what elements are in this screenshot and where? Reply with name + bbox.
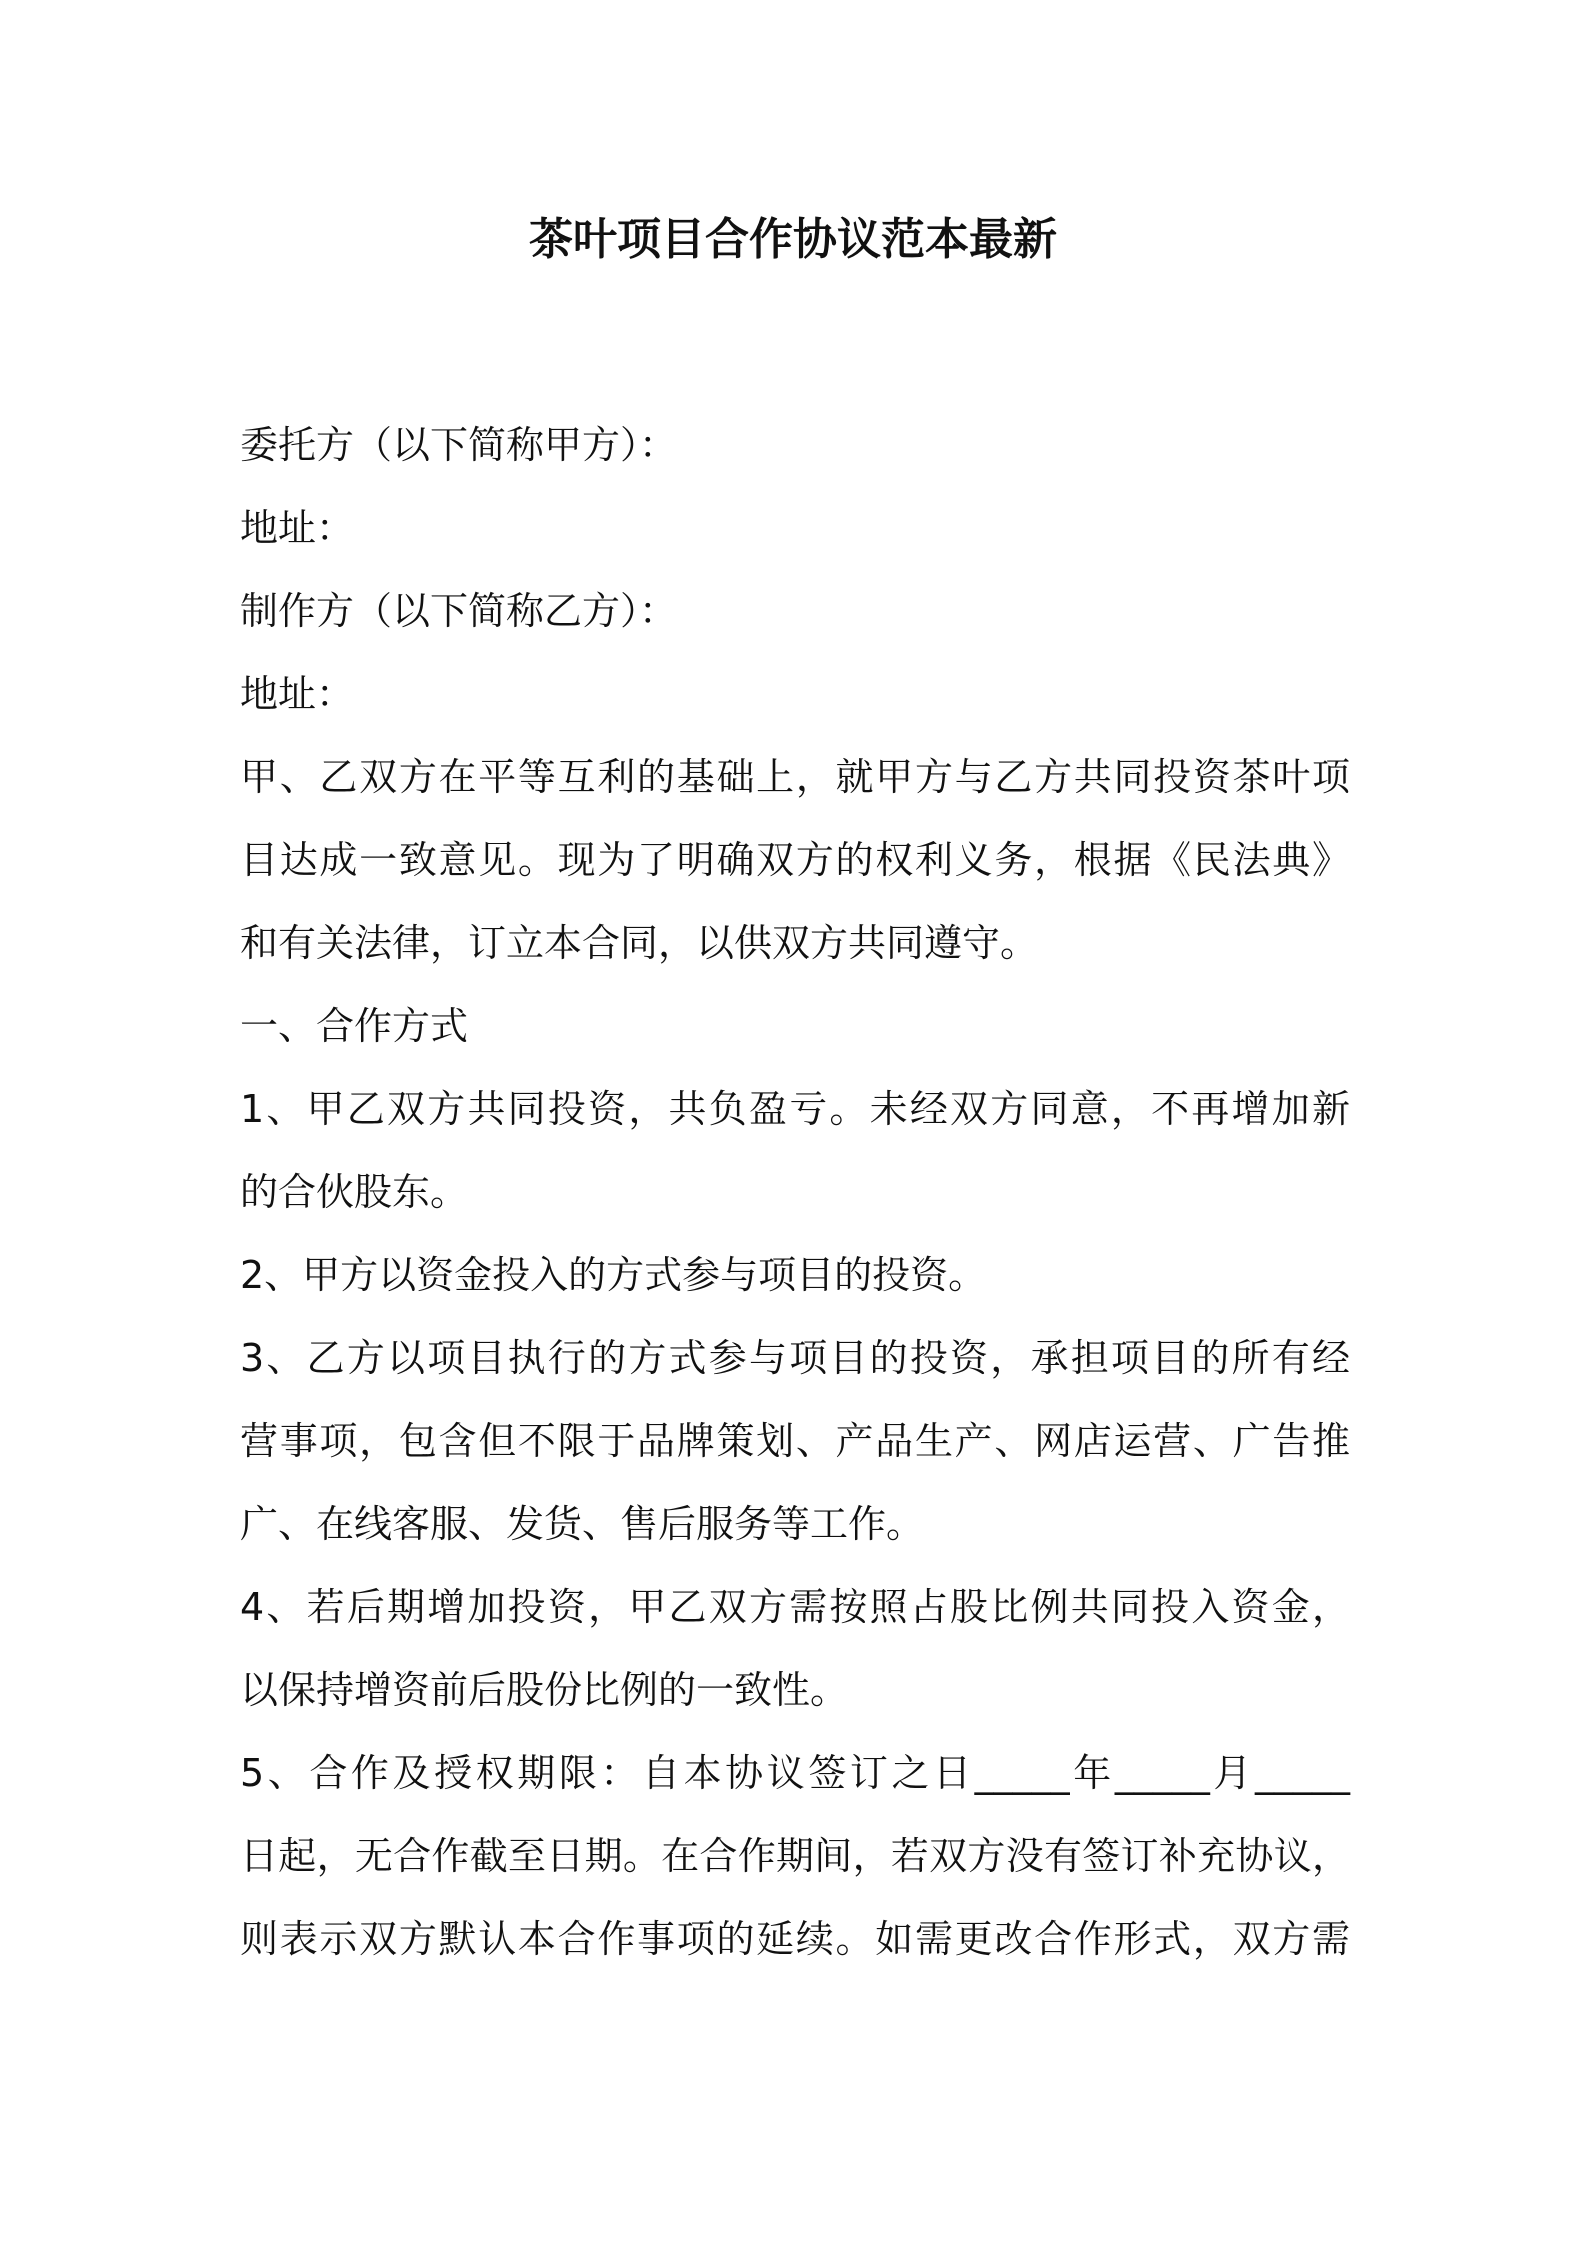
document-title: 茶叶项目合作协议范本最新 — [529, 214, 1057, 265]
text-line: 甲、乙双方在平等互利的基础上，就甲方与乙方共同投资茶叶项 — [240, 755, 1350, 799]
section-heading: 一、合作方式 — [240, 1004, 469, 1048]
text-line: 地址： — [240, 506, 355, 550]
text-line: 2、甲方以资金投入的方式参与项目的投资。 — [240, 1253, 987, 1297]
document-body — [240, 404, 1350, 1981]
text-line: 广、在线客服、发货、售后服务等工作。 — [240, 1502, 925, 1546]
text-line: 目达成一致意见。现为了明确双方的权利义务，根据《民法典》 — [240, 838, 1350, 882]
text-line: 日起，无合作截至日期。在合作期间，若双方没有签订补充协议， — [240, 1834, 1350, 1878]
text-line: 1、甲乙双方共同投资，共负盈亏。未经双方同意，不再增加新 — [240, 1087, 1350, 1131]
text-line: 以保持增资前后股份比例的一致性。 — [240, 1668, 849, 1712]
text-line: 5、合作及授权期限：自本协议签订之日_____年_____月_____ — [240, 1751, 1350, 1795]
text-line: 的合伙股东。 — [240, 1170, 469, 1214]
text-line: 和有关法律，订立本合同，以供双方共同遵守。 — [240, 921, 1039, 965]
text-line: 营事项，包含但不限于品牌策划、产品生产、网店运营、广告推 — [240, 1419, 1350, 1463]
text-line: 制作方（以下简称乙方）： — [240, 589, 678, 633]
text-line: 地址： — [240, 672, 355, 716]
text-line: 则表示双方默认本合作事项的延续。如需更改合作形式，双方需 — [240, 1917, 1350, 1961]
text-line: 委托方（以下简称甲方）： — [240, 423, 678, 467]
text-line: 4、若后期增加投资，甲乙双方需按照占股比例共同投入资金， — [240, 1585, 1350, 1629]
text-line: 3、乙方以项目执行的方式参与项目的投资，承担项目的所有经 — [240, 1336, 1350, 1380]
